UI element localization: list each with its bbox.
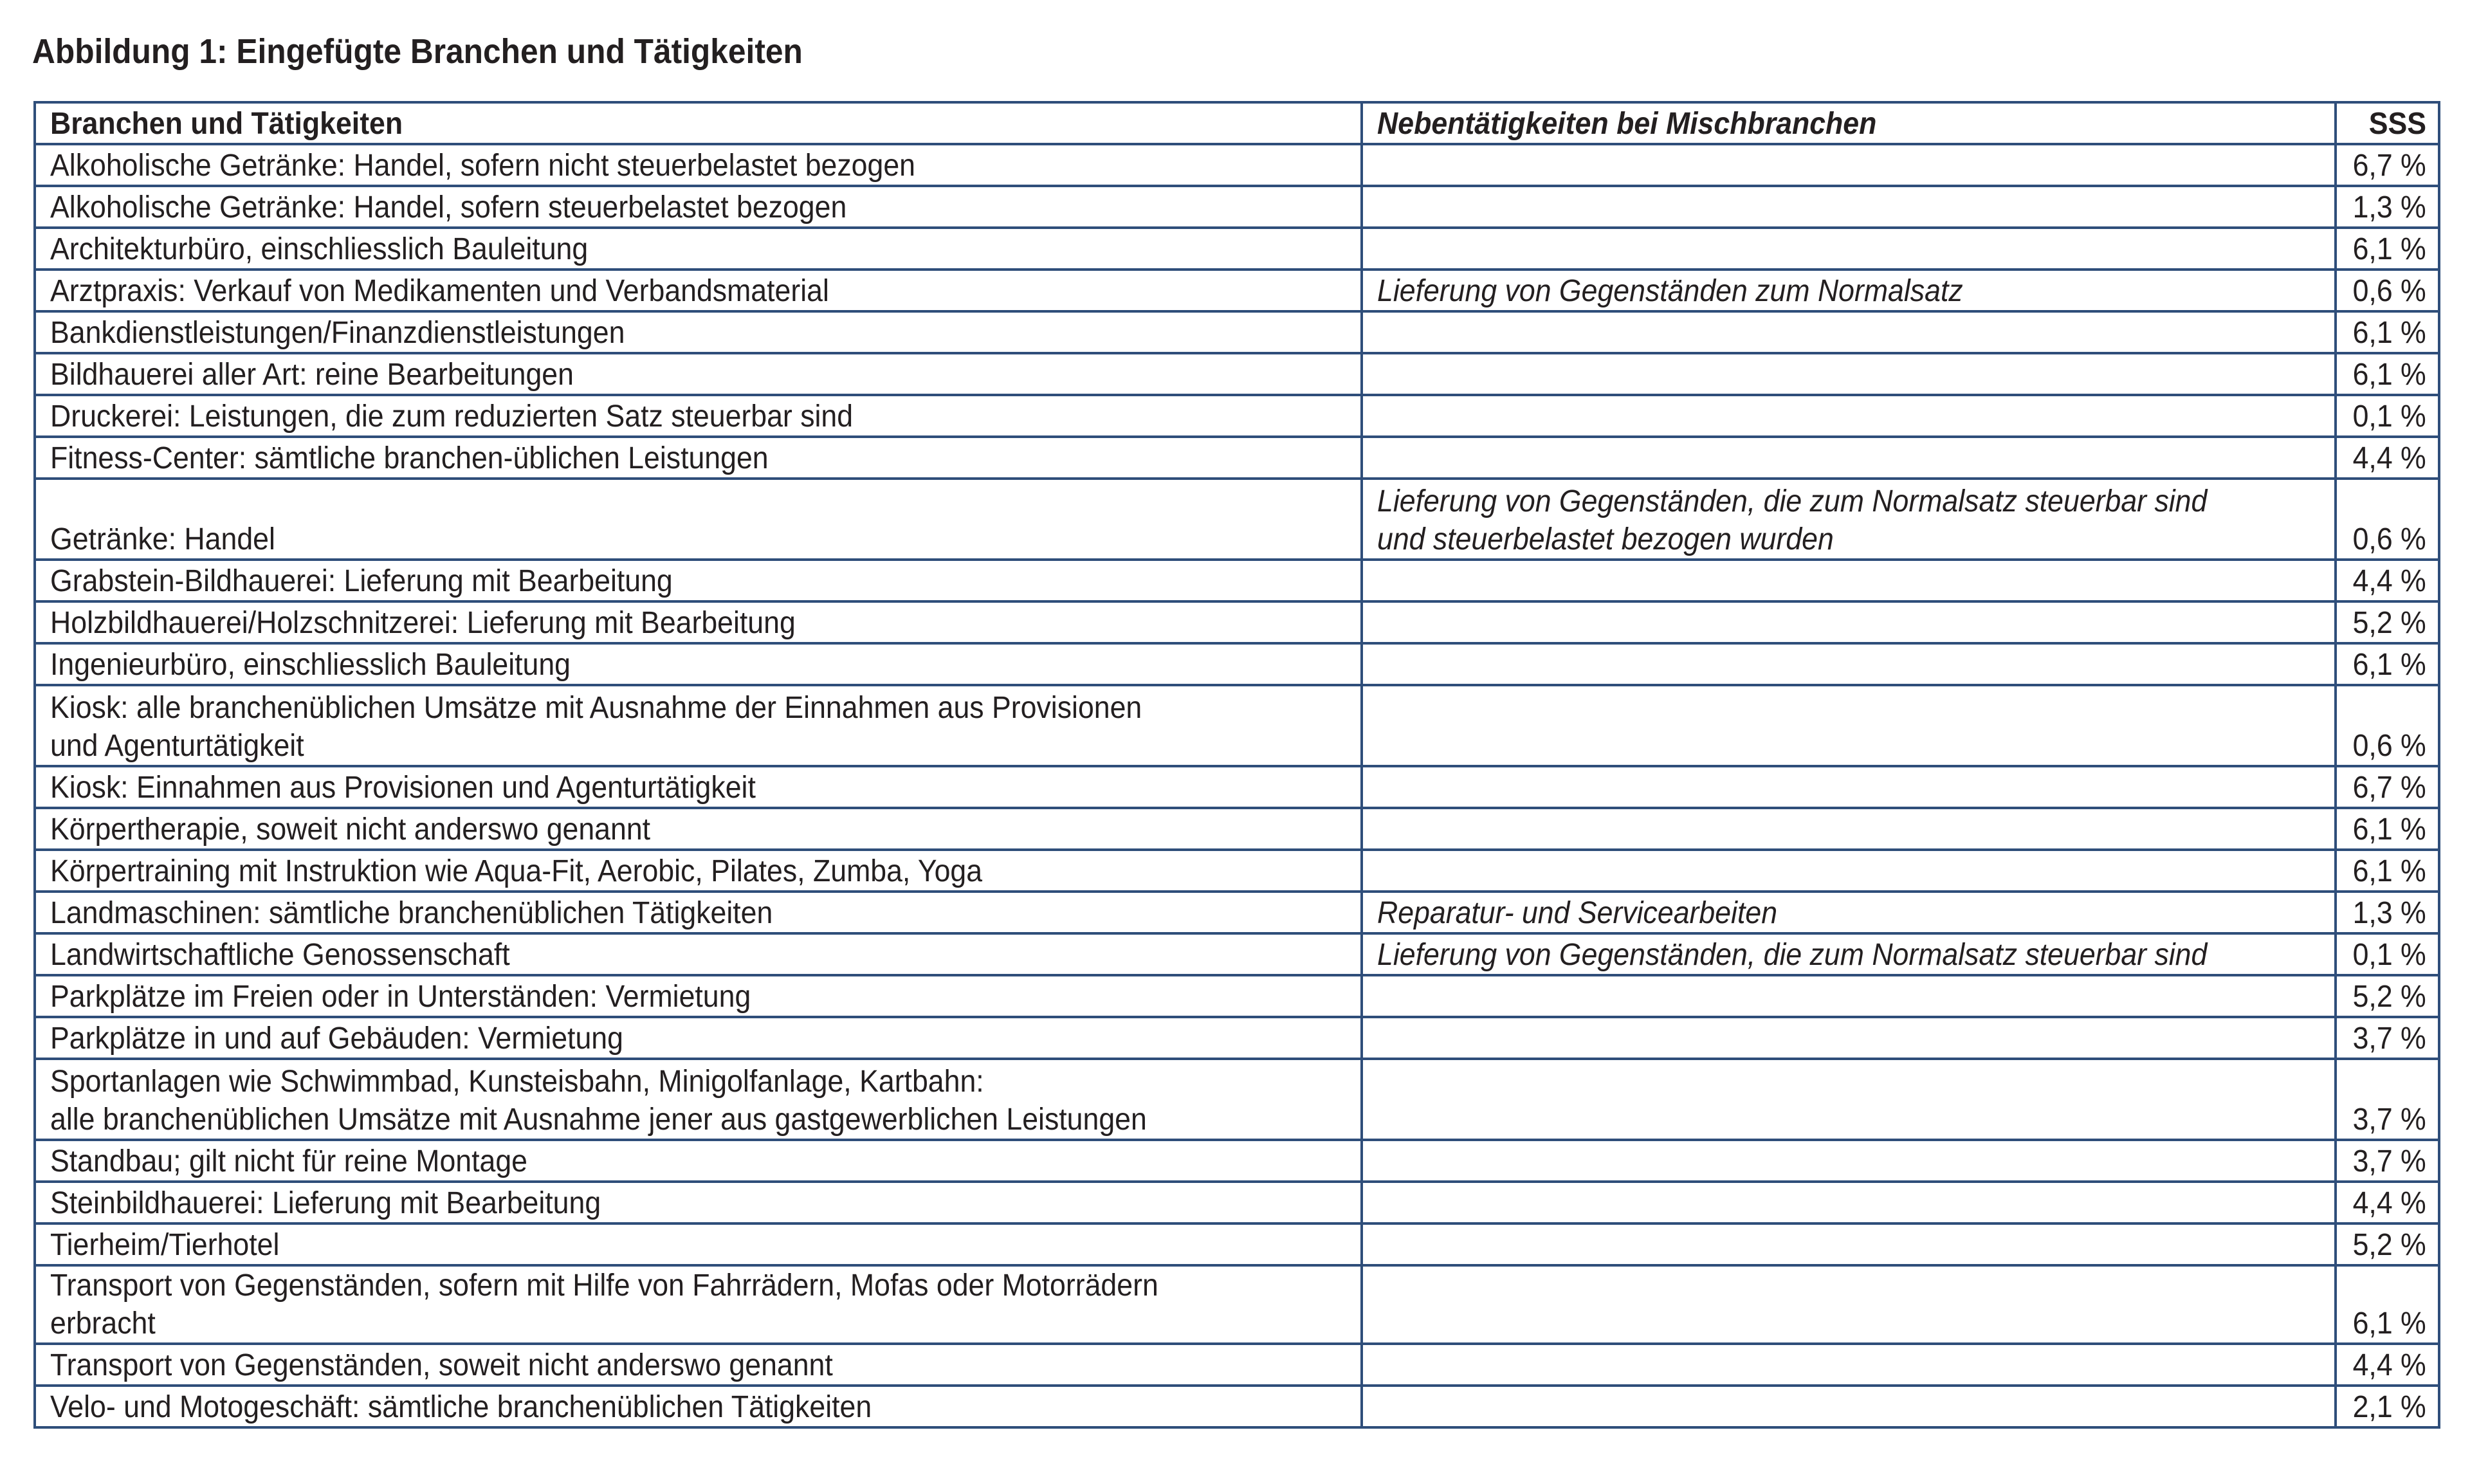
rate-cell: 6,1 % (2336, 643, 2439, 685)
branch-cell: Architekturbüro, einschliesslich Bauleitung (35, 228, 1362, 270)
table-row (35, 1017, 2439, 1059)
table-row (35, 437, 2439, 479)
secondary-cell (1362, 850, 2336, 892)
secondary-cell (1362, 975, 2336, 1017)
secondary-cell: Lieferung von Gegenständen zum Normalsatz (1362, 270, 2336, 311)
table-row (35, 1344, 2439, 1386)
secondary-cell (1362, 144, 2336, 186)
table-row (35, 808, 2439, 850)
rate-cell: 6,1 % (2336, 228, 2439, 270)
secondary-cell (1362, 601, 2336, 643)
rate-cell: 3,7 % (2336, 1140, 2439, 1182)
branch-cell: Steinbildhauerei: Lieferung mit Bearbeitung (35, 1182, 1362, 1223)
branch-cell: Arztpraxis: Verkauf von Medikamenten und Verbandsmaterial (35, 270, 1362, 311)
branch-cell: Kiosk: Einnahmen aus Provisionen und Agenturtätigkeit (35, 766, 1362, 808)
secondary-cell (1362, 685, 2336, 766)
rate-cell: 5,2 % (2336, 1223, 2439, 1265)
secondary-cell (1362, 353, 2336, 395)
rate-cell: 5,2 % (2336, 601, 2439, 643)
table-row (35, 975, 2439, 1017)
branch-cell: Bankdienstleistungen/Finanzdienstleistungen (35, 311, 1362, 353)
secondary-cell (1362, 1344, 2336, 1386)
rate-cell: 1,3 % (2336, 186, 2439, 228)
rate-cell: 6,1 % (2336, 850, 2439, 892)
branch-cell: Kiosk: alle branchenüblichen Umsätze mit Ausnahme der Einnahmen aus Provisionen und Agenturtätigkeit (35, 685, 1362, 766)
branch-cell: Körpertherapie, soweit nicht anderswo genannt (35, 808, 1362, 850)
branches-table (33, 101, 2440, 1429)
branch-cell: Holzbildhauerei/Holzschnitzerei: Lieferung mit Bearbeitung (35, 601, 1362, 643)
secondary-cell: Reparatur- und Servicearbeiten (1362, 892, 2336, 933)
secondary-cell (1362, 560, 2336, 601)
rate-cell: 3,7 % (2336, 1017, 2439, 1059)
rate-cell: 0,6 % (2336, 479, 2439, 560)
table-row (35, 601, 2439, 643)
rate-cell: 3,7 % (2336, 1059, 2439, 1140)
figure-title: Abbildung 1: Eingefügte Branchen und Tätigkeiten (32, 32, 803, 71)
table-row (35, 892, 2439, 933)
branch-cell: Druckerei: Leistungen, die zum reduzierten Satz steuerbar sind (35, 395, 1362, 437)
branch-cell: Tierheim/Tierhotel (35, 1223, 1362, 1265)
secondary-cell (1362, 1059, 2336, 1140)
table-row (35, 933, 2439, 975)
table-row (35, 1223, 2439, 1265)
branch-cell: Transport von Gegenständen, sofern mit Hilfe von Fahrrädern, Mofas oder Motorrädern erbracht (35, 1265, 1362, 1344)
rate-cell: 6,7 % (2336, 144, 2439, 186)
header-branch: Branchen und Tätigkeiten (35, 102, 1362, 144)
rate-cell: 2,1 % (2336, 1386, 2439, 1427)
rate-cell: 4,4 % (2336, 1344, 2439, 1386)
branch-cell: Parkplätze in und auf Gebäuden: Vermietung (35, 1017, 1362, 1059)
rate-cell: 0,1 % (2336, 933, 2439, 975)
branch-cell: Landmaschinen: sämtliche branchenüblichen Tätigkeiten (35, 892, 1362, 933)
branch-cell: Ingenieurbüro, einschliesslich Bauleitung (35, 643, 1362, 685)
rate-cell: 1,3 % (2336, 892, 2439, 933)
table-row (35, 479, 2439, 560)
table-body (35, 144, 2439, 1427)
table-row (35, 228, 2439, 270)
table-row (35, 186, 2439, 228)
rate-cell: 6,1 % (2336, 808, 2439, 850)
table-row (35, 850, 2439, 892)
table-header-row (35, 102, 2439, 144)
secondary-cell (1362, 766, 2336, 808)
rate-cell: 0,6 % (2336, 270, 2439, 311)
header-secondary: Nebentätigkeiten bei Mischbranchen (1362, 102, 2336, 144)
table-row (35, 395, 2439, 437)
branch-cell: Fitness-Center: sämtliche branchen-üblichen Leistungen (35, 437, 1362, 479)
secondary-cell (1362, 1140, 2336, 1182)
branch-cell: Landwirtschaftliche Genossenschaft (35, 933, 1362, 975)
branch-cell: Alkoholische Getränke: Handel, sofern steuerbelastet bezogen (35, 186, 1362, 228)
rate-cell: 6,1 % (2336, 353, 2439, 395)
branch-cell: Parkplätze im Freien oder in Unterständen: Vermietung (35, 975, 1362, 1017)
table-row (35, 643, 2439, 685)
rate-cell: 5,2 % (2336, 975, 2439, 1017)
secondary-cell (1362, 1223, 2336, 1265)
table-row (35, 353, 2439, 395)
rate-cell: 6,1 % (2336, 1265, 2439, 1344)
branch-cell: Getränke: Handel (35, 479, 1362, 560)
secondary-cell (1362, 808, 2336, 850)
secondary-cell (1362, 437, 2336, 479)
rate-cell: 4,4 % (2336, 1182, 2439, 1223)
branch-cell: Alkoholische Getränke: Handel, sofern nicht steuerbelastet bezogen (35, 144, 1362, 186)
secondary-cell (1362, 1017, 2336, 1059)
branch-cell: Körpertraining mit Instruktion wie Aqua-Fit, Aerobic, Pilates, Zumba, Yoga (35, 850, 1362, 892)
branch-cell: Standbau; gilt nicht für reine Montage (35, 1140, 1362, 1182)
secondary-cell: Lieferung von Gegenständen, die zum Normalsatz steuerbar sind (1362, 933, 2336, 975)
table-row (35, 1182, 2439, 1223)
header-rate: SSS (2336, 102, 2439, 144)
table-row (35, 1265, 2439, 1344)
secondary-cell (1362, 1182, 2336, 1223)
table-row (35, 1386, 2439, 1427)
secondary-cell (1362, 1386, 2336, 1427)
secondary-cell (1362, 643, 2336, 685)
rate-cell: 6,7 % (2336, 766, 2439, 808)
branch-cell: Velo- und Motogeschäft: sämtliche branchenüblichen Tätigkeiten (35, 1386, 1362, 1427)
branch-cell: Sportanlagen wie Schwimmbad, Kunsteisbahn, Minigolfanlage, Kartbahn: alle branchenüblichen Umsätze mit Ausnahme jener aus gastgewerblichen Leistungen (35, 1059, 1362, 1140)
secondary-cell (1362, 311, 2336, 353)
secondary-cell (1362, 1265, 2336, 1344)
table-row (35, 560, 2439, 601)
table-row (35, 766, 2439, 808)
table-row (35, 685, 2439, 766)
secondary-cell: Lieferung von Gegenständen, die zum Normalsatz steuerbar sind und steuerbelastet bezogen wurden (1362, 479, 2336, 560)
rate-cell: 0,1 % (2336, 395, 2439, 437)
table-row (35, 1059, 2439, 1140)
table-row (35, 311, 2439, 353)
table-row (35, 144, 2439, 186)
branch-cell: Grabstein-Bildhauerei: Lieferung mit Bearbeitung (35, 560, 1362, 601)
rate-cell: 0,6 % (2336, 685, 2439, 766)
secondary-cell (1362, 395, 2336, 437)
branch-cell: Bildhauerei aller Art: reine Bearbeitungen (35, 353, 1362, 395)
table-row (35, 270, 2439, 311)
rate-cell: 6,1 % (2336, 311, 2439, 353)
secondary-cell (1362, 186, 2336, 228)
rate-cell: 4,4 % (2336, 560, 2439, 601)
table-row (35, 1140, 2439, 1182)
secondary-cell (1362, 228, 2336, 270)
branch-cell: Transport von Gegenständen, soweit nicht anderswo genannt (35, 1344, 1362, 1386)
rate-cell: 4,4 % (2336, 437, 2439, 479)
